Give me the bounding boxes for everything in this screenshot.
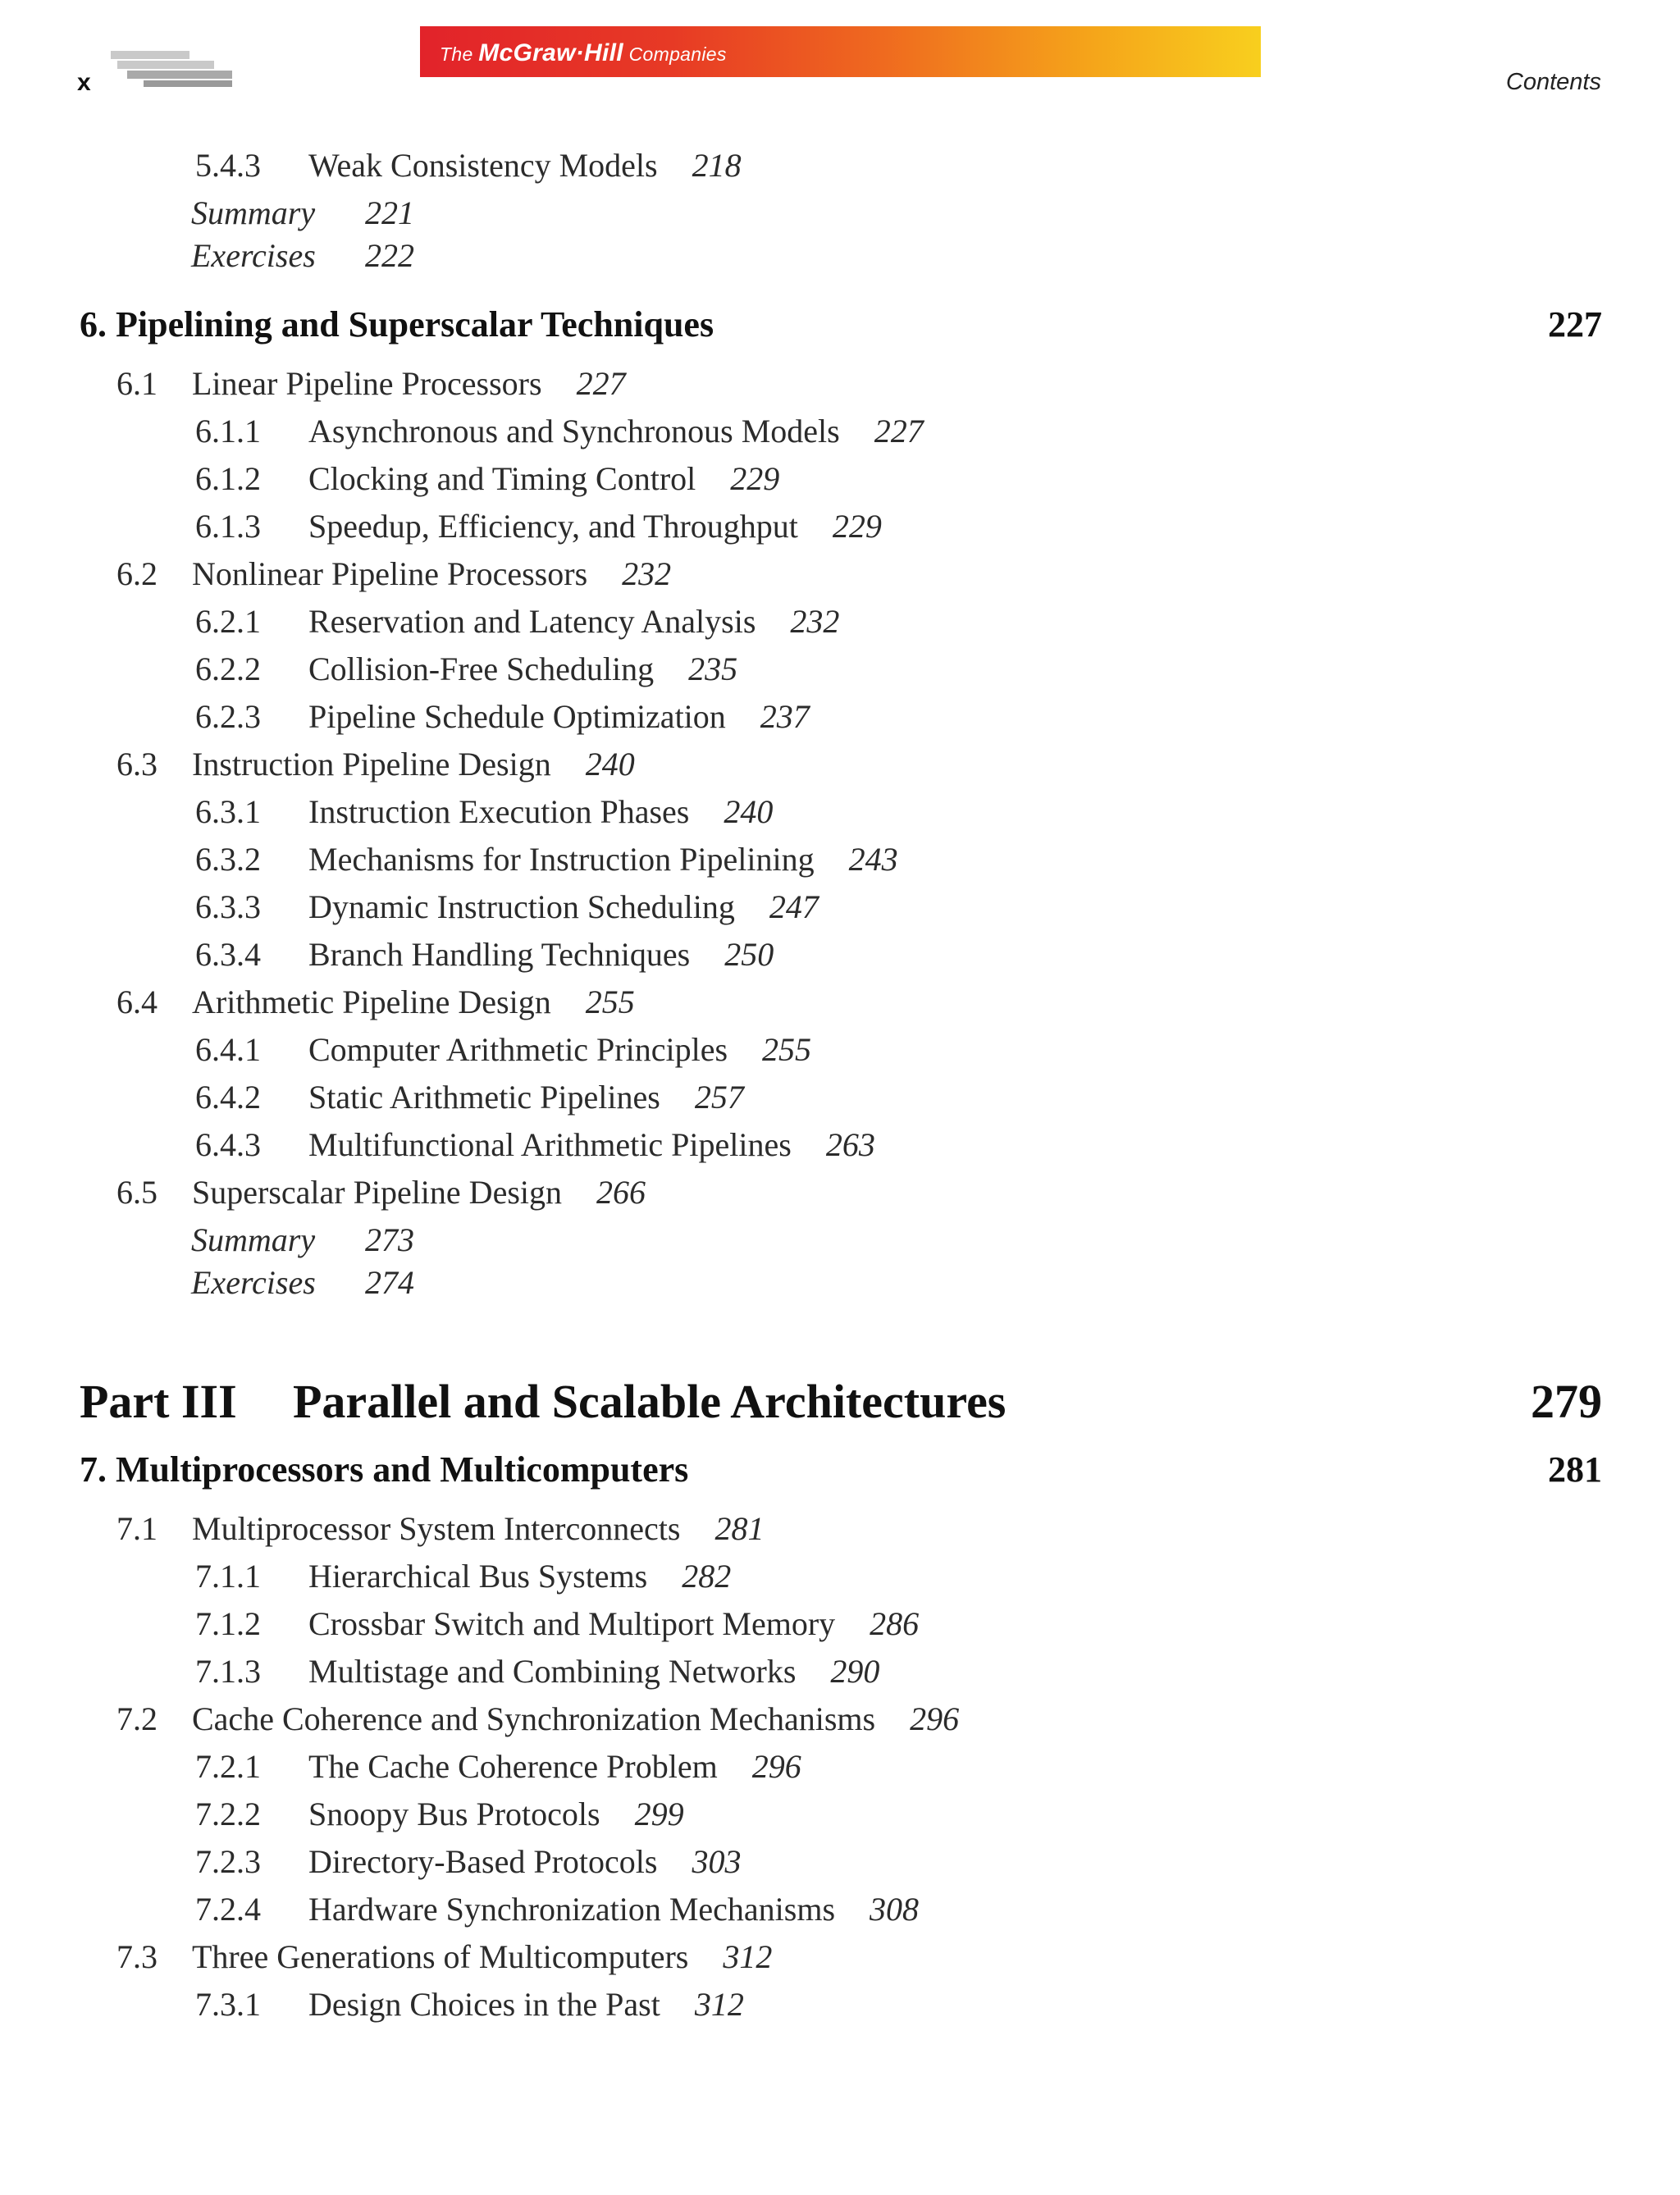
chapter-page: 281 bbox=[1548, 1449, 1602, 1490]
toc-entry[interactable]: 6.1.3 Speedup, Efficiency, and Throughput 229 bbox=[195, 508, 882, 545]
toc-entry[interactable]: 6.2.2 Collision-Free Scheduling 235 bbox=[195, 650, 738, 687]
toc-entry[interactable]: 6.4.3 Multifunctional Arithmetic Pipelines 263 bbox=[195, 1126, 875, 1163]
toc-summary[interactable]: Summary 221 bbox=[191, 194, 414, 231]
toc-entry[interactable]: 5.4.3 Weak Consistency Models 218 bbox=[195, 147, 742, 184]
toc-entry[interactable]: 7.1 Multiprocessor System Interconnects 281 bbox=[116, 1510, 765, 1547]
toc-entry[interactable]: 6.3.1 Instruction Execution Phases 240 bbox=[195, 793, 774, 830]
toc-entry[interactable]: 7.1.2 Crossbar Switch and Multiport Memory 286 bbox=[195, 1605, 920, 1642]
chapter-page: 227 bbox=[1548, 304, 1602, 345]
toc-entry[interactable]: 7.2 Cache Coherence and Synchronization Mechanisms 296 bbox=[116, 1700, 960, 1737]
toc-entry[interactable]: 6.2.3 Pipeline Schedule Optimization 237 bbox=[195, 698, 810, 735]
part-page: 279 bbox=[1531, 1375, 1602, 1428]
chapter-heading[interactable]: 7. Multiprocessors and Multicomputers 281 bbox=[80, 1449, 1602, 1490]
toc-entry[interactable]: 7.3.1 Design Choices in the Past 312 bbox=[195, 1986, 744, 2023]
toc-entry[interactable]: 7.3 Three Generations of Multicomputers 312 bbox=[116, 1938, 773, 1975]
page-number-roman: x bbox=[77, 69, 91, 96]
toc-entry[interactable]: 6.1 Linear Pipeline Processors 227 bbox=[116, 365, 626, 402]
toc-entry[interactable]: 6.2.1 Reservation and Latency Analysis 232 bbox=[195, 603, 840, 640]
toc-entry[interactable]: 6.3.4 Branch Handling Techniques 250 bbox=[195, 936, 774, 973]
toc-entry[interactable]: 6.3.2 Mechanisms for Instruction Pipelining 243 bbox=[195, 841, 898, 878]
part-heading[interactable]: Part III Parallel and Scalable Architectures 279 bbox=[80, 1375, 1602, 1428]
toc-entry[interactable]: 6.1.1 Asynchronous and Synchronous Models 227 bbox=[195, 413, 924, 449]
logo-graphic bbox=[111, 51, 232, 89]
toc-entry[interactable]: 6.2 Nonlinear Pipeline Processors 232 bbox=[116, 555, 672, 592]
running-head: Contents bbox=[1505, 69, 1601, 95]
toc-entry[interactable]: 7.2.1 The Cache Coherence Problem 296 bbox=[195, 1748, 801, 1785]
toc-entry[interactable]: 6.1.2 Clocking and Timing Control 229 bbox=[195, 460, 780, 497]
publisher-name: The McGraw·Hill Companies bbox=[440, 39, 727, 66]
toc-entry[interactable]: 7.2.2 Snoopy Bus Protocols 299 bbox=[195, 1796, 684, 1832]
chapter-heading[interactable]: 6. Pipelining and Superscalar Techniques 227 bbox=[80, 304, 1602, 345]
toc-entry[interactable]: 6.3.3 Dynamic Instruction Scheduling 247 bbox=[195, 888, 819, 925]
toc-entry[interactable]: 7.2.4 Hardware Synchronization Mechanisms 308 bbox=[195, 1891, 920, 1928]
toc-entry[interactable]: 6.4.2 Static Arithmetic Pipelines 257 bbox=[195, 1079, 744, 1116]
toc-entry[interactable]: 6.4.1 Computer Arithmetic Principles 255 bbox=[195, 1031, 812, 1068]
toc-exercises[interactable]: Exercises 222 bbox=[191, 237, 414, 274]
toc-entry[interactable]: 6.4 Arithmetic Pipeline Design 255 bbox=[116, 983, 635, 1020]
publisher-banner bbox=[420, 26, 1261, 77]
toc-entry[interactable]: 7.1.3 Multistage and Combining Networks 290 bbox=[195, 1653, 880, 1690]
toc-entry[interactable]: 6.5 Superscalar Pipeline Design 266 bbox=[116, 1174, 646, 1211]
toc-exercises[interactable]: Exercises 274 bbox=[191, 1264, 414, 1301]
toc-entry[interactable]: 7.2.3 Directory-Based Protocols 303 bbox=[195, 1843, 742, 1880]
toc-summary[interactable]: Summary 273 bbox=[191, 1221, 414, 1258]
toc-entry[interactable]: 7.1.1 Hierarchical Bus Systems 282 bbox=[195, 1558, 732, 1595]
toc-entry[interactable]: 6.3 Instruction Pipeline Design 240 bbox=[116, 746, 635, 783]
